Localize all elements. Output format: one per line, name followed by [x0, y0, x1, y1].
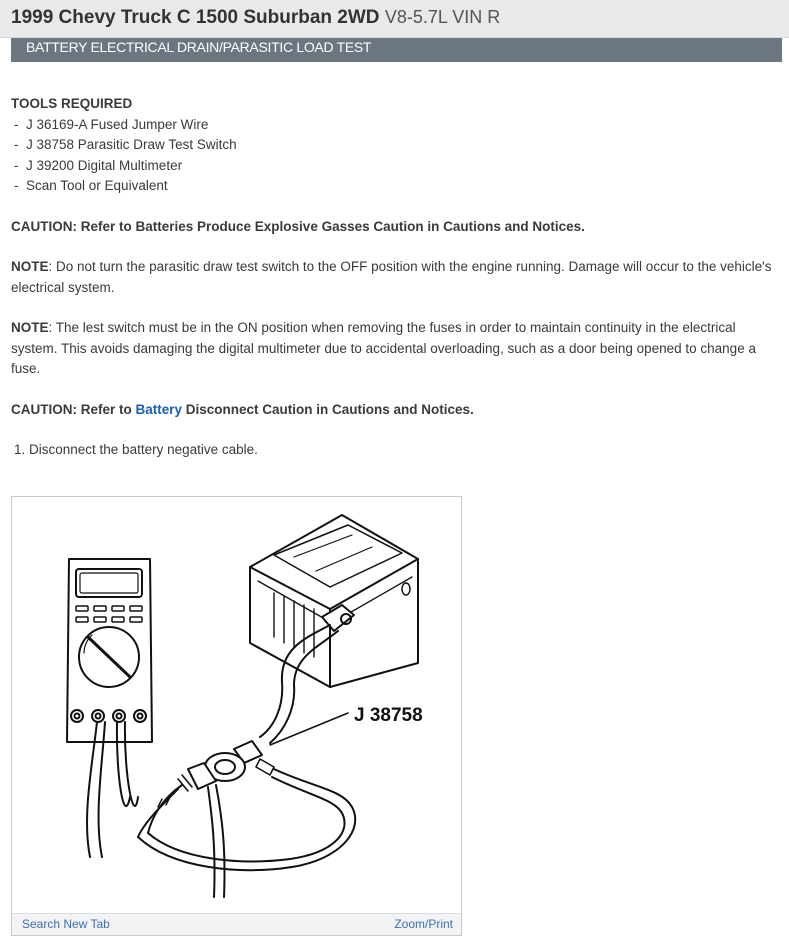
- vehicle-name: 1999 Chevy Truck C 1500 Suburban 2WD: [11, 7, 380, 28]
- vehicle-title: [11, 7, 500, 29]
- figure-toolbar: [12, 913, 461, 935]
- battery-link[interactable]: Battery: [135, 401, 183, 417]
- illustration-drawing: [12, 497, 461, 915]
- section-title: BATTERY ELECTRICAL DRAIN/PARASITIC LOAD TEST: [26, 39, 372, 55]
- test-switch-drawing: [178, 741, 274, 791]
- caution-battery-disconnect: CAUTION: Refer to Battery Disconnect Caution in Cautions and Notices.: [11, 401, 474, 417]
- tool-item: - J 39200 Digital Multimeter: [14, 157, 183, 173]
- article-body: [11, 94, 779, 461]
- tools-list: [11, 115, 779, 197]
- tool-item: - J 38758 Parasitic Draw Test Switch: [14, 137, 237, 152]
- engine-spec: V8-5.7L VIN R: [384, 7, 501, 27]
- test-switch-illustration[interactable]: [11, 496, 462, 936]
- tools-heading: TOOLS REQUIRED: [11, 96, 133, 111]
- note-test-switch: NOTE: The lest switch must be in the ON position when removing the fuses in order to maintain continuity in the electrical system. This avoids damaging the digital multimeter due to accidental overloading, such as a door being opened to change a fuse.: [11, 320, 756, 376]
- tool-item: - Scan Tool or Equivalent: [14, 178, 168, 193]
- multimeter-drawing: [67, 559, 152, 857]
- procedure-step: 1. Disconnect the battery negative cable.: [14, 442, 258, 457]
- caution-explosive-gasses: CAUTION: Refer to Batteries Produce Explosive Gasses Caution in Cautions and Notices.: [11, 218, 585, 234]
- search-new-tab-link[interactable]: Search New Tab: [22, 917, 110, 931]
- battery-drawing: [250, 515, 418, 687]
- zoom-print-link[interactable]: Zoom/Print: [394, 917, 453, 931]
- note-engine-running: NOTE: Do not turn the parasitic draw test switch to the OFF position with the engine running. Damage will occur to the vehicle's electrical system.: [11, 259, 772, 295]
- section-title-bar: [11, 38, 782, 62]
- page-header: [0, 0, 789, 38]
- tool-item: - J 36169-A Fused Jumper Wire: [14, 116, 209, 132]
- callout-label: J 38758: [354, 705, 423, 726]
